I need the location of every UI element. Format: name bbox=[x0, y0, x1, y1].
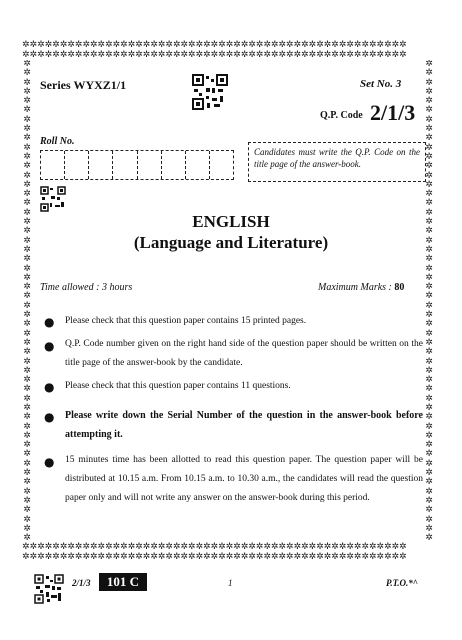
roll-no-boxes[interactable] bbox=[40, 150, 234, 180]
roll-no-box[interactable] bbox=[210, 151, 233, 179]
footer-code: 2/1/3 bbox=[72, 578, 91, 588]
bullet-icon: ● bbox=[44, 455, 55, 469]
max-marks-label: Maximum Marks : bbox=[318, 282, 395, 293]
instruction-item: 15 minutes time has been allotted to read this question paper. The question paper will be distributed at 10.15 a.m. From 10.15 a.m. to 10.30 a.m., the candidates will read the question paper only and will not write any answer on the answer-book during this period. bbox=[65, 455, 423, 503]
qr-code-icon bbox=[192, 74, 228, 110]
roll-no-box[interactable] bbox=[138, 151, 162, 179]
set-number: Set No. 3 bbox=[360, 78, 402, 90]
bullet-icon: ● bbox=[44, 410, 55, 424]
instruction-item: Q.P. Code number given on the right hand side of the question paper should be written on the title page of the answer-book by the candidate. bbox=[65, 339, 423, 368]
roll-no-box[interactable] bbox=[162, 151, 186, 179]
qp-code-value: 2/1/3 bbox=[370, 100, 416, 125]
subject-title: ENGLISH bbox=[192, 212, 270, 231]
maximum-marks bbox=[318, 282, 404, 293]
qr-code-icon bbox=[34, 574, 64, 604]
bullet-icon: ● bbox=[44, 315, 55, 329]
series-label: Series bbox=[40, 78, 71, 92]
candidate-note: Candidates must write the Q.P. Code on the title page of the answer-book. bbox=[248, 142, 426, 182]
roll-no-box[interactable] bbox=[65, 151, 89, 179]
qr-code-icon bbox=[40, 186, 66, 212]
bullet-icon: ● bbox=[44, 339, 55, 353]
pto-label: P.T.O.*^ bbox=[386, 578, 418, 588]
qp-code-label: Q.P. Code bbox=[320, 110, 363, 121]
footer-badge: 101 C bbox=[99, 573, 147, 591]
roll-no-box[interactable] bbox=[89, 151, 113, 179]
roll-no-label: Roll No. bbox=[40, 136, 75, 147]
instruction-item: Please check that this question paper contains 15 printed pages. bbox=[65, 316, 307, 326]
star-border-left: ✲ ✲ ✲ ✲ ✲ ✲ ✲ ✲ ✲ ✲ ✲ ✲ ✲ ✲ ✲ ✲ ✲ ✲ ✲ ✲ ✲ ✲ ✲ ✲ ✲ ✲ ✲ ✲ ✲ ✲ ✲ ✲ ✲ ✲ ✲ ✲ ✲ ✲ ✲ ✲ ✲ ✲ ✲ ✲ ✲ ✲ ✲ ✲ ✲ ✲ ✲ ✲ bbox=[23, 60, 31, 542]
roll-no-box[interactable] bbox=[186, 151, 210, 179]
series-line bbox=[40, 78, 126, 93]
instruction-item: Please write down the Serial Number of the question in the answer-book before attempting it. bbox=[65, 410, 423, 440]
max-marks-value: 80 bbox=[394, 282, 405, 293]
star-border-top: ✲✲✲✲✲✲✲✲✲✲✲✲✲✲✲✲✲✲✲✲✲✲✲✲✲✲✲✲✲✲✲✲✲✲✲✲✲✲✲✲✲✲✲✲✲✲✲✲✲✲✲ bbox=[22, 40, 407, 50]
subject-subtitle: (Language and Literature) bbox=[133, 233, 329, 252]
page-number: 1 bbox=[228, 578, 233, 588]
star-border-right: ✲ ✲ ✲ ✲ ✲ ✲ ✲ ✲ ✲ ✲ ✲ ✲ ✲ ✲ ✲ ✲ ✲ ✲ ✲ ✲ ✲ ✲ ✲ ✲ ✲ ✲ ✲ ✲ ✲ ✲ ✲ ✲ ✲ ✲ ✲ ✲ ✲ ✲ ✲ ✲ ✲ ✲ ✲ ✲ ✲ ✲ ✲ ✲ ✲ ✲ ✲ ✲ bbox=[425, 60, 433, 542]
roll-no-box[interactable] bbox=[113, 151, 137, 179]
roll-no-box[interactable] bbox=[41, 151, 65, 179]
star-border-bottom: ✲✲✲✲✲✲✲✲✲✲✲✲✲✲✲✲✲✲✲✲✲✲✲✲✲✲✲✲✲✲✲✲✲✲✲✲✲✲✲✲✲✲✲✲✲✲✲✲✲✲✲ bbox=[22, 542, 407, 552]
time-allowed: Time allowed : 3 hours bbox=[40, 282, 133, 293]
instruction-item: Please check that this question paper contains 11 questions. bbox=[65, 381, 291, 391]
series-value: WYXZ1/1 bbox=[73, 78, 127, 92]
star-border-bottom-inner: ✲✲✲✲✲✲✲✲✲✲✲✲✲✲✲✲✲✲✲✲✲✲✲✲✲✲✲✲✲✲✲✲✲✲✲✲✲✲✲✲✲✲✲✲✲✲✲✲✲✲✲ bbox=[22, 552, 407, 562]
bullet-icon: ● bbox=[44, 380, 55, 394]
star-border-top-inner: ✲✲✲✲✲✲✲✲✲✲✲✲✲✲✲✲✲✲✲✲✲✲✲✲✲✲✲✲✲✲✲✲✲✲✲✲✲✲✲✲✲✲✲✲✲✲✲✲✲✲✲ bbox=[22, 50, 407, 60]
